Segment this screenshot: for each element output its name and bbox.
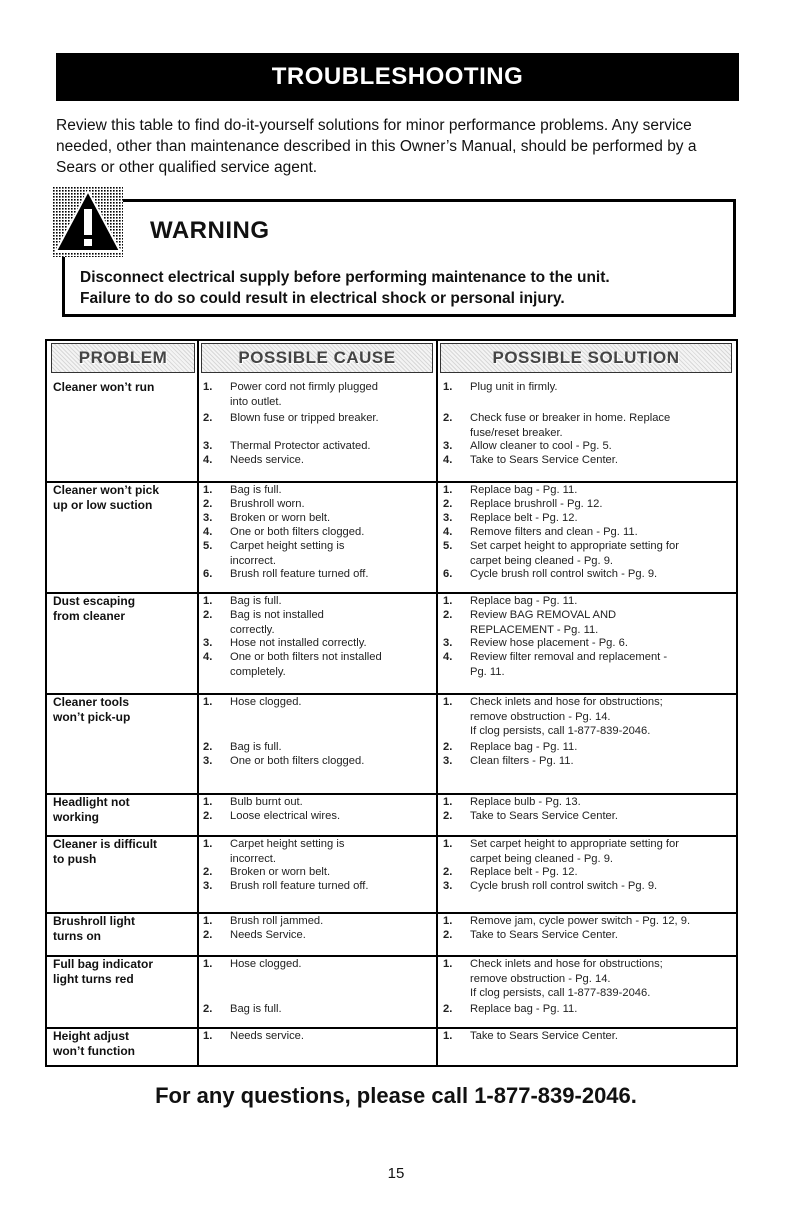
item-text — [230, 453, 435, 468]
item-text — [230, 539, 435, 568]
item-line: Loose electrical wires. — [230, 810, 341, 822]
item-line: incorrect. — [230, 554, 277, 567]
item-line: Brush roll jammed. — [230, 915, 324, 927]
item-number: 2. — [203, 498, 213, 510]
item-line: Cycle brush roll control switch - Pg. 9. — [470, 880, 658, 892]
problem-cell — [53, 837, 193, 867]
item-number: 1. — [443, 484, 453, 496]
problem-text: Cleaner tools — [53, 695, 130, 709]
item-number: 3. — [203, 440, 213, 452]
item-text — [230, 809, 435, 824]
table-row — [47, 957, 736, 1027]
item-number: 3. — [443, 755, 453, 767]
item-number: 4. — [203, 526, 213, 538]
item-line: Brush roll feature turned off. — [230, 568, 369, 580]
item-number: 2. — [443, 1003, 453, 1015]
item-line: Power cord not firmly plugged — [230, 381, 378, 393]
item-line: REPLACEMENT - Pg. 11. — [470, 623, 599, 636]
item-line: Remove filters and clean - Pg. 11. — [470, 526, 638, 538]
header-problem: PROBLEM — [51, 343, 195, 373]
item-text — [230, 754, 435, 769]
item-number: 1. — [203, 838, 213, 850]
item-line: into outlet. — [230, 395, 282, 408]
item-text — [470, 650, 735, 679]
item-text — [230, 567, 435, 582]
item-line: Bulb burnt out. — [230, 796, 303, 808]
item-line: Cycle brush roll control switch - Pg. 9. — [470, 568, 658, 580]
item-number: 3. — [203, 755, 213, 767]
item-number: 3. — [443, 512, 453, 524]
item-number: 6. — [203, 568, 213, 580]
item-line: Blown fuse or tripped breaker. — [230, 412, 379, 424]
troubleshooting-table — [45, 339, 738, 1067]
item-number: 2. — [443, 866, 453, 878]
table-row — [47, 483, 736, 592]
item-line: If clog persists, call 1-877-839-2046. — [470, 987, 651, 999]
item-line: completely. — [230, 665, 286, 678]
problem-text: Cleaner won’t pick — [53, 483, 160, 497]
warning-text — [80, 267, 730, 309]
item-line: Replace bag - Pg. 11. — [470, 741, 578, 753]
problem-text: Height adjust — [53, 1029, 130, 1043]
item-text — [230, 411, 435, 426]
item-text — [230, 439, 435, 454]
item-line: Bag is full. — [230, 595, 282, 607]
item-line: Brushroll worn. — [230, 498, 305, 510]
item-text — [230, 380, 435, 409]
header-possible-cause: POSSIBLE CAUSE — [201, 343, 433, 373]
item-number: 1. — [203, 595, 213, 607]
item-text — [230, 650, 435, 679]
item-text — [470, 865, 735, 880]
item-number: 2. — [203, 1003, 213, 1015]
table-row — [47, 1029, 736, 1067]
item-text — [230, 695, 435, 710]
item-text — [230, 1029, 435, 1044]
page-number: 15 — [387, 1165, 405, 1182]
item-number: 2. — [443, 498, 453, 510]
item-line: One or both filters not installed — [230, 651, 382, 663]
item-line: Replace brushroll - Pg. 12. — [470, 498, 603, 510]
item-number: 3. — [443, 440, 453, 452]
problem-cell — [53, 795, 193, 825]
item-text — [470, 809, 735, 824]
item-line: Carpet height setting is — [230, 838, 345, 850]
problem-text: light turns red — [53, 972, 134, 986]
item-text — [470, 754, 735, 769]
item-text — [230, 928, 435, 943]
warning-line-1: Disconnect electrical supply before performing maintenance to the unit. — [80, 269, 610, 286]
item-text — [470, 594, 735, 609]
item-text — [470, 957, 735, 1001]
item-line: Bag is full. — [230, 741, 282, 753]
item-line: correctly. — [230, 623, 275, 636]
problem-text: won’t pick-up — [53, 710, 131, 724]
item-line: Carpet height setting is — [230, 540, 345, 552]
problem-text: Cleaner is difficult — [53, 837, 158, 851]
item-line: Review BAG REMOVAL AND — [470, 609, 617, 621]
item-text — [470, 567, 735, 582]
item-line: Set carpet height to appropriate setting for — [470, 540, 679, 552]
item-number: 2. — [443, 412, 453, 424]
item-text — [470, 1029, 735, 1044]
item-number: 1. — [443, 838, 453, 850]
item-text — [230, 636, 435, 651]
item-line: Replace belt - Pg. 12. — [470, 866, 578, 878]
item-number: 3. — [203, 880, 213, 892]
table-row — [47, 695, 736, 793]
problem-cell — [53, 380, 193, 395]
item-line: carpet being cleaned - Pg. 9. — [470, 554, 614, 567]
item-line: Replace belt - Pg. 12. — [470, 512, 578, 524]
item-text — [470, 539, 735, 568]
item-line: Plug unit in firmly. — [470, 381, 558, 393]
item-line: Brush roll feature turned off. — [230, 880, 369, 892]
item-line: Take to Sears Service Center. — [470, 454, 618, 466]
item-text — [230, 837, 435, 866]
item-line: remove obstruction - Pg. 14. — [470, 710, 611, 723]
item-number: 1. — [443, 796, 453, 808]
item-number: 2. — [203, 609, 213, 621]
item-text — [470, 453, 735, 468]
item-line: Take to Sears Service Center. — [470, 810, 618, 822]
item-number: 5. — [443, 540, 453, 552]
header-possible-solution: POSSIBLE SOLUTION — [440, 343, 732, 373]
item-text — [230, 483, 435, 498]
item-number: 4. — [203, 651, 213, 663]
item-text — [230, 914, 435, 929]
item-line: Check inlets and hose for obstructions; — [470, 958, 663, 970]
item-number: 4. — [203, 454, 213, 466]
item-text — [230, 865, 435, 880]
item-line: Needs service. — [230, 454, 304, 466]
item-number: 2. — [203, 412, 213, 424]
intro-paragraph: Review this table to find do-it-yourself solutions for minor performance problems. Any service needed, other than maintenance described in this Owner’s Manual, should be performed by a Sears or other qualified service agent. — [56, 117, 697, 176]
table-row — [47, 795, 736, 835]
problem-cell — [53, 483, 193, 513]
item-text — [230, 957, 435, 972]
item-text — [230, 497, 435, 512]
item-line: Needs Service. — [230, 929, 306, 941]
item-number: 2. — [443, 929, 453, 941]
item-text — [470, 837, 735, 866]
item-text — [470, 511, 735, 526]
item-line: Bag is full. — [230, 1003, 282, 1015]
item-number: 1. — [443, 595, 453, 607]
item-number: 3. — [443, 637, 453, 649]
item-line: Review filter removal and replacement - — [470, 651, 668, 663]
item-line: Replace bag - Pg. 11. — [470, 1003, 578, 1015]
problem-text: from cleaner — [53, 609, 126, 623]
page-title: TROUBLESHOOTING — [56, 53, 739, 101]
problem-text: turns on — [53, 929, 101, 943]
item-number: 2. — [443, 609, 453, 621]
warning-title: WARNING — [150, 217, 270, 244]
problem-text: Cleaner won’t run — [53, 380, 155, 394]
item-number: 3. — [203, 637, 213, 649]
item-line: Hose clogged. — [230, 958, 302, 970]
item-text — [230, 608, 435, 637]
warning-triangle-icon — [53, 187, 123, 257]
item-number: 5. — [203, 540, 213, 552]
item-line: Allow cleaner to cool - Pg. 5. — [470, 440, 612, 452]
problem-text: working — [53, 810, 100, 824]
item-line: One or both filters clogged. — [230, 526, 365, 538]
item-line: Replace bag - Pg. 11. — [470, 595, 578, 607]
item-line: Replace bag - Pg. 11. — [470, 484, 578, 496]
item-number: 4. — [443, 651, 453, 663]
item-line: Check inlets and hose for obstructions; — [470, 696, 663, 708]
item-text — [470, 1002, 735, 1017]
item-line: Take to Sears Service Center. — [470, 1030, 618, 1042]
table-row — [47, 380, 736, 481]
item-text — [230, 795, 435, 810]
item-line: Hose not installed correctly. — [230, 637, 367, 649]
item-text — [470, 439, 735, 454]
item-text — [230, 525, 435, 540]
item-line: Clean filters - Pg. 11. — [470, 755, 574, 767]
problem-cell — [53, 957, 193, 987]
item-line: Review hose placement - Pg. 6. — [470, 637, 628, 649]
item-number: 1. — [443, 1030, 453, 1042]
item-number: 2. — [443, 741, 453, 753]
item-line: Replace bulb - Pg. 13. — [470, 796, 581, 808]
item-line: Set carpet height to appropriate setting for — [470, 838, 679, 850]
item-text — [470, 879, 735, 894]
item-number: 2. — [203, 810, 213, 822]
footer-contact: For any questions, please call 1-877-839-2046. — [155, 1083, 637, 1108]
item-line: Remove jam, cycle power switch - Pg. 12, 9. — [470, 915, 691, 927]
item-number: 1. — [203, 1030, 213, 1042]
item-text — [470, 380, 735, 395]
problem-text: to push — [53, 852, 97, 866]
item-text — [470, 411, 735, 440]
item-number: 1. — [203, 958, 213, 970]
item-line: carpet being cleaned - Pg. 9. — [470, 852, 614, 865]
item-text — [470, 525, 735, 540]
item-number: 1. — [443, 696, 453, 708]
item-text — [470, 695, 735, 739]
item-number: 4. — [443, 454, 453, 466]
item-text — [470, 928, 735, 943]
item-line: fuse/reset breaker. — [470, 426, 563, 439]
problem-cell — [53, 594, 193, 624]
item-text — [230, 594, 435, 609]
problem-text: Headlight not — [53, 795, 130, 809]
item-line: One or both filters clogged. — [230, 755, 365, 767]
problem-text: Dust escaping — [53, 594, 136, 608]
item-text — [230, 879, 435, 894]
item-line: Bag is full. — [230, 484, 282, 496]
item-number: 3. — [203, 512, 213, 524]
item-text — [470, 795, 735, 810]
item-number: 2. — [443, 810, 453, 822]
item-number: 1. — [203, 381, 213, 393]
item-line: Pg. 11. — [470, 665, 505, 678]
item-line: Broken or worn belt. — [230, 866, 331, 878]
table-row — [47, 837, 736, 912]
item-line: Bag is not installed — [230, 609, 324, 621]
item-line: Needs service. — [230, 1030, 304, 1042]
item-number: 1. — [443, 915, 453, 927]
item-line: Thermal Protector activated. — [230, 440, 371, 452]
item-line: Take to Sears Service Center. — [470, 929, 618, 941]
item-number: 1. — [203, 915, 213, 927]
item-number: 1. — [443, 958, 453, 970]
problem-text: Brushroll light — [53, 914, 135, 928]
warning-line-2: Failure to do so could result in electrical shock or personal injury. — [80, 290, 565, 307]
item-line: Hose clogged. — [230, 696, 302, 708]
problem-cell — [53, 695, 193, 725]
problem-cell — [53, 1029, 193, 1059]
item-text — [470, 740, 735, 755]
item-number: 1. — [203, 696, 213, 708]
item-line: Broken or worn belt. — [230, 512, 331, 524]
item-number: 1. — [203, 484, 213, 496]
item-text — [470, 914, 735, 929]
item-number: 6. — [443, 568, 453, 580]
item-text — [230, 740, 435, 755]
warning-box-left-border — [62, 255, 65, 317]
problem-cell — [53, 914, 193, 944]
item-number: 1. — [203, 796, 213, 808]
item-number: 2. — [203, 929, 213, 941]
item-text — [470, 497, 735, 512]
item-number: 4. — [443, 526, 453, 538]
item-line: incorrect. — [230, 852, 277, 865]
problem-text: up or low suction — [53, 498, 153, 512]
item-line: Check fuse or breaker in home. Replace — [470, 412, 671, 424]
table-row — [47, 594, 736, 693]
item-text — [230, 1002, 435, 1017]
problem-text: won’t function — [53, 1044, 135, 1058]
item-text — [470, 483, 735, 498]
item-text — [470, 608, 735, 637]
item-number: 3. — [443, 880, 453, 892]
item-number: 1. — [443, 381, 453, 393]
item-line: If clog persists, call 1-877-839-2046. — [470, 725, 651, 737]
item-number: 2. — [203, 741, 213, 753]
problem-text: Full bag indicator — [53, 957, 154, 971]
item-text — [470, 636, 735, 651]
item-text — [230, 511, 435, 526]
item-line: remove obstruction - Pg. 14. — [470, 972, 611, 985]
table-row — [47, 914, 736, 955]
item-number: 2. — [203, 866, 213, 878]
